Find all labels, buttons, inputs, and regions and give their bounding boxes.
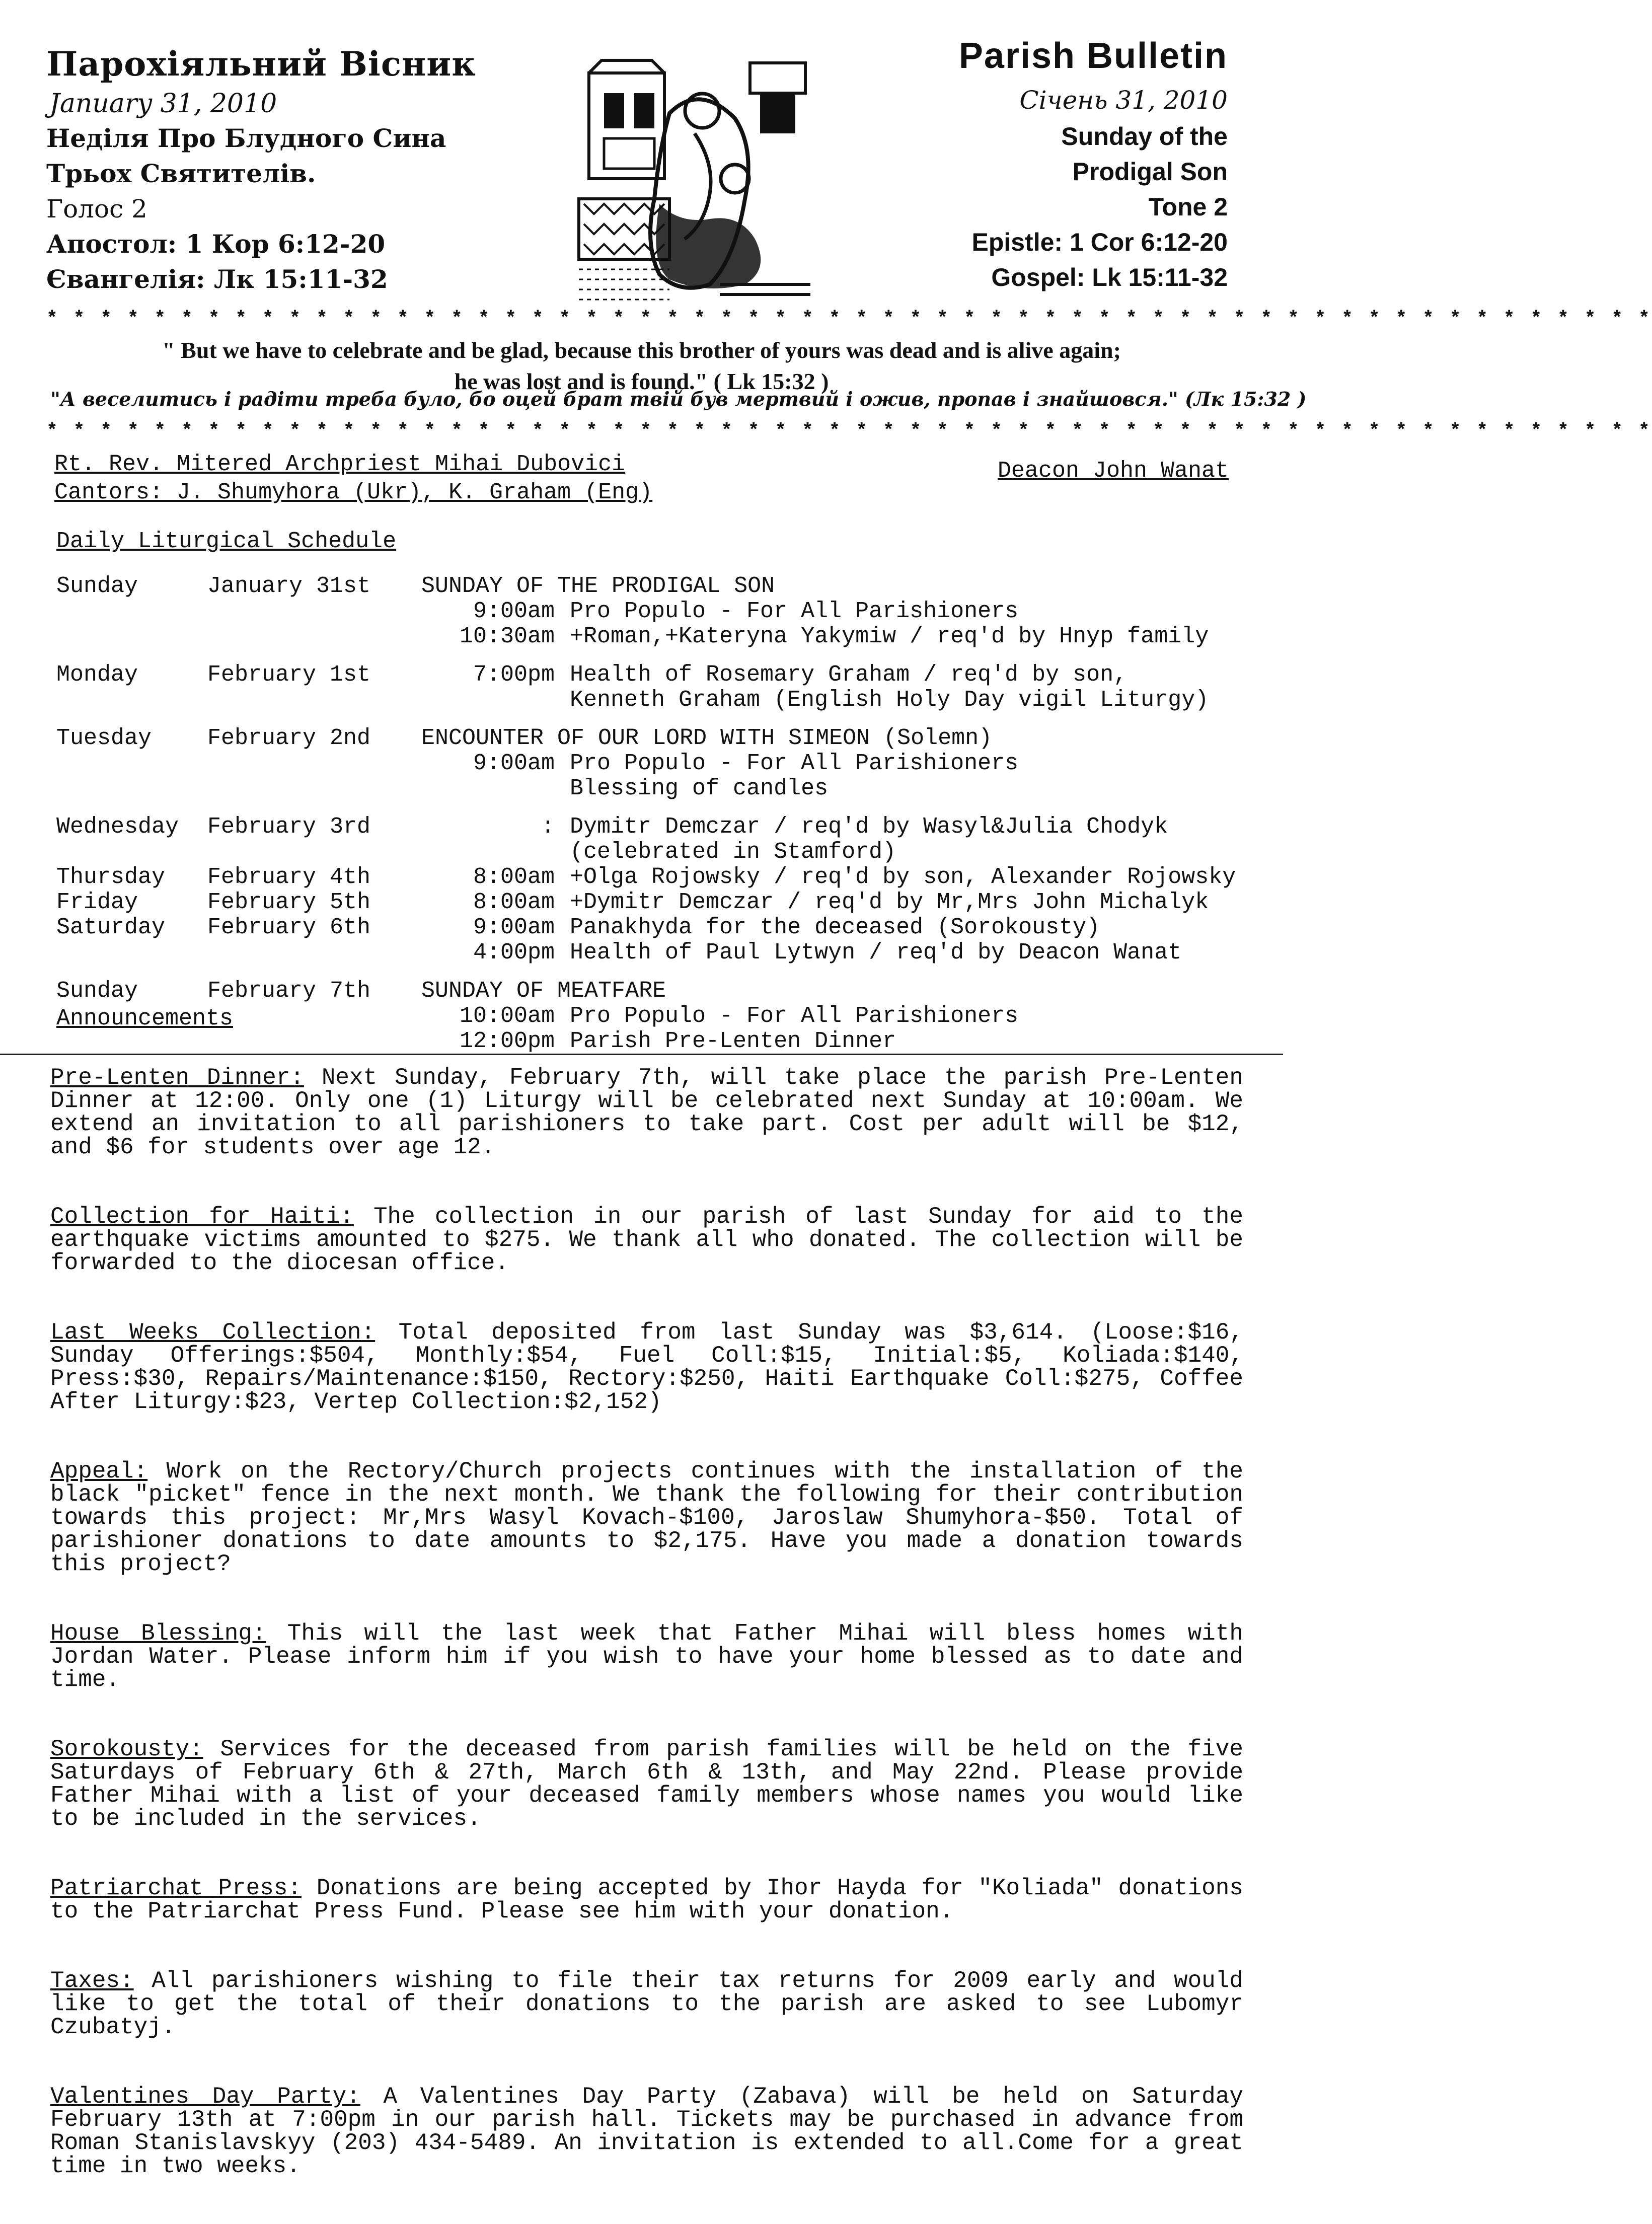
priest-name: Rt. Rev. Mitered Archpriest Mihai Dubovici: [54, 452, 626, 477]
announcement-item: [50, 1969, 1243, 2039]
star-divider-top: * * * * * * * * * * * * * * * * * * * * * * * * * * * * * * * * * * * * * * * * * * * * * * * * * * * * * * * * * * * *: [46, 308, 1652, 330]
announcement-label: Collection for Haiti:: [50, 1204, 354, 1230]
schedule-time: 12:00pm: [459, 1028, 555, 1054]
schedule-day: Wednesday: [56, 814, 179, 840]
schedule-day: [56, 840, 207, 865]
schedule-date: February 1st: [207, 662, 371, 688]
announcement-label: Patriarchat Press:: [50, 1875, 302, 1901]
announcement-text: Next Sunday, February 7th, will take place the parish Pre-Lenten Dinner at 12:00. Only one (1) Liturgy will be celebrated next Sunday at 10:00am. We extend an invitation to all parishioners to take part. Cost per adult will be $12, and $6 for students over age 12.: [50, 1065, 1243, 1160]
schedule-heading: Daily Liturgical Schedule: [56, 529, 397, 554]
schedule-time: 9:00am: [473, 915, 555, 940]
schedule-date: [207, 688, 421, 713]
announcement-text: Services for the deceased from parish families will be held on the five Saturdays of February 6th & 27th, March 6th & 13th, and May 22nd. Please provide Father Mihai with a list of your deceased family members whose names you would like to be included in the services.: [50, 1736, 1243, 1832]
scripture-quote-ukrainian: "А веселитись і радіти треба було, бо оцей брат твій був мертвий і ожив, пропав і знайшовся." (Лк 15:32 ): [50, 388, 1307, 410]
announcement-label: Valentines Day Party:: [50, 2084, 360, 2110]
schedule-intention: (celebrated in Stamford): [570, 839, 896, 865]
cantors-names: Cantors: J. Shumyhora (Ukr), K. Graham (Eng): [54, 480, 653, 505]
announcement-item: [50, 1066, 1243, 1159]
schedule-intention: Blessing of candles: [570, 776, 829, 801]
announcement-label: Pre-Lenten Dinner:: [50, 1065, 305, 1091]
schedule-day: [56, 776, 207, 801]
schedule-row: [56, 751, 1264, 776]
schedule-time: 9:00am: [473, 751, 555, 776]
schedule-row: [56, 662, 1264, 688]
page-divider: [0, 1054, 1283, 1055]
schedule-gap: [56, 713, 1264, 726]
schedule-time: 9:00am: [473, 599, 555, 624]
announcements-list: [50, 1066, 1243, 2224]
schedule-intention: Pro Populo - For All Parishioners: [570, 1003, 1019, 1029]
handwritten-date: January 31, 2010: [49, 89, 277, 119]
schedule-intention: Dymitr Demczar / req'd by Wasyl&Julia Chodyk: [570, 814, 1168, 840]
schedule-date: February 5th: [207, 889, 371, 915]
schedule-date: [207, 1004, 421, 1029]
schedule-row: [56, 1004, 1264, 1029]
announcement-text: Total deposited from last Sunday was $3,614. (Loose:$16, Sunday Offerings:$504, Monthly:$54, Fuel Coll:$15, Initial:$5, Koliada:$140, Press:$30, Repairs/Maintenance:$150, Rectory:$250, Haiti Earthquake Coll:$275, Coffee After Liturgy:$23, Vertep Collection:$2,152): [50, 1319, 1243, 1415]
schedule-date: February 4th: [207, 864, 371, 890]
schedule-date: [207, 599, 421, 624]
announcement-text: A Valentines Day Party (Zabava) will be held on Saturday February 13th at 7:00pm in our parish hall. Tickets may be purchased in advance from Roman Stanislavskyy (203) 434-5489. An invitation is extended to all.Come for a great time in two weeks.: [50, 2084, 1243, 2179]
bulletin-title-ukrainian: Парохіяльний Вісник: [46, 44, 476, 84]
schedule-day: Sunday: [56, 573, 138, 599]
schedule-day: Friday: [56, 889, 138, 915]
announcement-label: Taxes:: [50, 1968, 134, 1994]
schedule-day: Tuesday: [56, 725, 152, 751]
schedule-time: 4:00pm: [473, 940, 555, 966]
schedule-row: [56, 624, 1264, 649]
gospel-english: Gospel: Lk 15:11-32: [991, 263, 1228, 291]
schedule-gap: [56, 966, 1264, 979]
epistle-ukrainian: Апостол: 1 Кор 6:12-20: [46, 229, 386, 259]
schedule-feast-title: ENCOUNTER OF OUR LORD WITH SIMEON (Solemn): [421, 725, 993, 751]
schedule-day: [56, 751, 207, 776]
liturgical-schedule: [56, 574, 1264, 1054]
announcement-label: Appeal:: [50, 1458, 148, 1485]
schedule-day: [56, 599, 207, 624]
deacon-name: Deacon John Wanat: [997, 458, 1229, 484]
sunday-name-ukrainian: Неділя Про Блудного Сина: [46, 123, 446, 153]
schedule-intention: Parish Pre-Lenten Dinner: [570, 1028, 896, 1054]
schedule-gap: [56, 801, 1264, 814]
announcement-text: This will the last week that Father Mihai will bless homes with Jordan Water. Please inform him if you wish to have your home blessed as to date and time.: [50, 1620, 1243, 1693]
sunday-name-english-2: Prodigal Son: [1072, 158, 1228, 186]
schedule-row: [56, 814, 1264, 840]
announcement-item: [50, 1321, 1243, 1414]
schedule-intention: Pro Populo - For All Parishioners: [570, 751, 1019, 776]
schedule-date: [207, 840, 421, 865]
schedule-day: Monday: [56, 662, 138, 688]
epistle-english: Epistle: 1 Cor 6:12-20: [971, 228, 1228, 256]
schedule-day: Thursday: [56, 864, 166, 890]
schedule-row: [56, 1029, 1264, 1054]
schedule-day: [56, 688, 207, 713]
schedule-row: [56, 890, 1264, 915]
announcement-label: Sorokousty:: [50, 1736, 203, 1762]
schedule-time: [421, 840, 570, 865]
schedule-day: Saturday: [56, 915, 166, 940]
schedule-gap: [56, 649, 1264, 662]
announcement-item: [50, 1622, 1243, 1691]
schedule-date: February 6th: [207, 915, 371, 940]
schedule-time: 10:00am: [459, 1003, 555, 1029]
schedule-row: [56, 688, 1264, 713]
schedule-date: [207, 776, 421, 801]
quote-english-line-2: he was lost and is found." ( Lk 15:32 ): [454, 368, 829, 394]
handwritten-date-ukrainian: Січень 31, 2010: [1019, 86, 1228, 115]
schedule-intention: +Roman,+Kateryna Yakymiw / req'd by Hnyp family: [570, 624, 1209, 649]
schedule-intention: +Dymitr Demczar / req'd by Mr,Mrs John Michalyk: [570, 889, 1209, 915]
schedule-row: [56, 979, 1264, 1004]
gospel-ukrainian: Євангелія: Лк 15:11-32: [46, 264, 388, 294]
schedule-day: [56, 1029, 207, 1054]
announcement-item: [50, 1460, 1243, 1576]
announcement-text: Donations are being accepted by Ihor Hayda for "Koliada" donations to the Patriarchat Press Fund. Please see him with your donation.: [50, 1875, 1243, 1924]
announcement-text: The collection in our parish of last Sunday for aid to the earthquake victims amounted to $275. We thank all who donated. The collection will be forwarded to the diocesan office.: [50, 1204, 1243, 1276]
schedule-feast-title: SUNDAY OF THE PRODIGAL SON: [421, 573, 775, 599]
schedule-date: [207, 1029, 421, 1054]
schedule-time: 7:00pm: [473, 662, 555, 688]
schedule-intention: Pro Populo - For All Parishioners: [570, 599, 1019, 624]
schedule-row: [56, 940, 1264, 966]
tone-ukrainian: Голос 2: [46, 194, 147, 224]
schedule-intention: +Olga Rojowsky / req'd by son, Alexander Rojowsky: [570, 864, 1236, 890]
prodigal-son-icon: [569, 53, 820, 305]
announcement-item: [50, 2085, 1243, 2178]
header-english: [795, 35, 1228, 295]
schedule-row: [56, 574, 1264, 599]
feast-name-ukrainian: Трьох Святителів.: [46, 159, 316, 188]
tone-english: Tone 2: [1148, 193, 1228, 221]
quote-english-line-1: " But we have to celebrate and be glad, because this brother of yours was dead and is alive again;: [162, 337, 1121, 363]
schedule-date: [207, 624, 421, 649]
schedule-feast-title: SUNDAY OF MEATFARE: [421, 978, 666, 1004]
schedule-date: [207, 940, 421, 966]
schedule-date: [207, 751, 421, 776]
announcements-heading: Announcements: [56, 1006, 234, 1031]
schedule-date: January 31st: [207, 573, 371, 599]
schedule-day: Sunday: [56, 978, 138, 1004]
schedule-time: [421, 776, 570, 801]
announcement-label: House Blessing:: [50, 1620, 266, 1647]
schedule-time: 8:00am: [473, 864, 555, 890]
sunday-name-english-1: Sunday of the: [1061, 122, 1228, 151]
schedule-row: [56, 840, 1264, 865]
announcement-label: Last Weeks Collection:: [50, 1319, 376, 1346]
schedule-time: 8:00am: [473, 889, 555, 915]
schedule-row: [56, 915, 1264, 940]
schedule-date: February 7th: [207, 978, 371, 1004]
clergy-list: [54, 451, 652, 507]
schedule-day: [56, 624, 207, 649]
schedule-row: [56, 865, 1264, 890]
announcement-item: [50, 1877, 1243, 1923]
announcement-item: [50, 1738, 1243, 1830]
schedule-intention: Health of Paul Lytwyn / req'd by Deacon Wanat: [570, 940, 1182, 966]
schedule-intention: Health of Rosemary Graham / req'd by son,: [570, 662, 1128, 688]
announcement-text: Work on the Rectory/Church projects continues with the installation of the black "picket" fence in the next month. We thank the following for their contribution towards this project: Mr,Mrs Wasyl Kovach-$100, Jaroslaw Shumyhora-$50. Total of parishioner donations to date amounts to $2,175. Have you made a donation towards this project?: [50, 1458, 1243, 1577]
schedule-time: [421, 688, 570, 713]
star-divider-bottom: * * * * * * * * * * * * * * * * * * * * * * * * * * * * * * * * * * * * * * * * * * * * * * * * * * * * * * * * * * * *: [46, 420, 1652, 442]
announcement-text: All parishioners wishing to file their tax returns for 2009 early and would like to get the total of their donations to the parish are asked to see Lubomyr Czubatyj.: [50, 1968, 1243, 2040]
announcement-item: [50, 1205, 1243, 1275]
schedule-date: February 3rd: [207, 814, 371, 840]
schedule-time: :: [541, 814, 555, 840]
schedule-row: [56, 599, 1264, 624]
schedule-intention: Kenneth Graham (English Holy Day vigil Liturgy): [570, 687, 1209, 713]
schedule-time: 10:30am: [459, 624, 555, 649]
bulletin-title-english: Parish Bulletin: [958, 36, 1228, 76]
schedule-day: [56, 940, 207, 966]
schedule-intention: Panakhyda for the deceased (Sorokousty): [570, 915, 1100, 940]
header-ukrainian: [46, 44, 550, 298]
schedule-row: [56, 776, 1264, 801]
schedule-date: February 2nd: [207, 725, 371, 751]
schedule-row: [56, 726, 1264, 751]
